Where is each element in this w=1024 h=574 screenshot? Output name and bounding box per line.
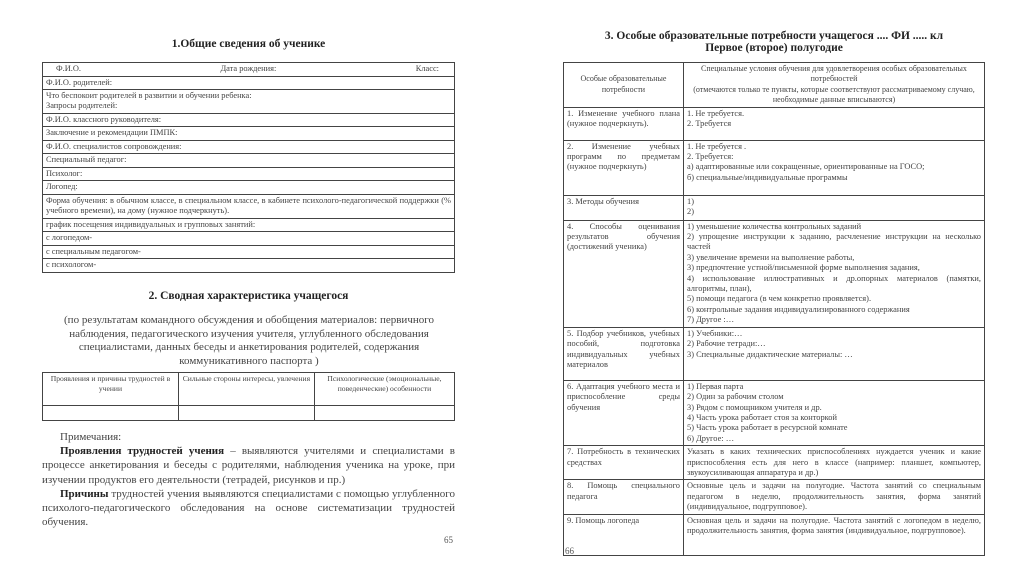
summary-table bbox=[42, 372, 455, 421]
note-2-term: Причины bbox=[60, 487, 109, 500]
header-psychological: Психологические (эмоциональные, поведенческие) особенности bbox=[314, 373, 454, 406]
student-name-row bbox=[43, 63, 455, 77]
note-1 bbox=[42, 444, 455, 487]
info-row: с психологом- bbox=[43, 259, 455, 273]
section3-title bbox=[560, 30, 988, 54]
need-cell: 2. Изменение учебных программ по предметам (нужное подчеркнуть) bbox=[564, 140, 684, 195]
first-row-field: Дата рождения: bbox=[220, 64, 277, 73]
first-row-field: Класс: bbox=[415, 64, 439, 73]
needs-row bbox=[564, 380, 985, 445]
info-row: с логопедом- bbox=[43, 232, 455, 246]
conditions-cell: 1) Учебники:… 2) Рабочие тетради:… 3) Специальные дидактические материалы: … bbox=[684, 327, 985, 380]
need-cell: 7. Потребность в технических средствах bbox=[564, 446, 684, 480]
info-row: график посещения индивидуальных и групповых занятий: bbox=[43, 218, 455, 232]
info-row: Специальный педагог: bbox=[43, 154, 455, 168]
conditions-cell: 1. Не требуется. 2. Требуется bbox=[684, 107, 985, 140]
needs-table bbox=[563, 62, 985, 556]
first-row-field: Ф.И.О. bbox=[56, 64, 81, 73]
note-2 bbox=[42, 487, 455, 530]
info-row: Форма обучения: в обычном классе, в специальном классе, в кабинете психолого-педагогической поддержки (% учебного времени), на дому (нужное подчеркнуть). bbox=[43, 194, 455, 218]
empty-cell bbox=[314, 406, 454, 421]
conditions-cell: 1) 2) bbox=[684, 195, 985, 220]
needs-row bbox=[564, 140, 985, 195]
notes-label: Примечания: bbox=[60, 431, 122, 443]
header-strengths: Сильные стороны интересы, увлечения bbox=[178, 373, 314, 406]
header-needs: Особые образовательные потребности bbox=[564, 63, 684, 108]
info-row: Ф.И.О. классного руководителя: bbox=[43, 113, 455, 127]
note-1-term: Проявления трудностей учения bbox=[60, 445, 225, 458]
needs-row bbox=[564, 327, 985, 380]
page-number: 66 bbox=[565, 546, 574, 556]
info-row: Что беспокоит родителей в развитии и обучении ребенка: Запросы родителей: bbox=[43, 90, 455, 114]
need-cell: 3. Методы обучения bbox=[564, 195, 684, 220]
conditions-cell: 1) уменьшение количества контрольных заданий 2) упрощение инструкции к заданию, расчленение инструкции на несколько частей 3) увеличение времени на выполнение работы, 3) предпочтение устной/письменной форме выполнения задания, 4) использование иллюстративных и др.опорных материалов (памятки, алгоритмы, план), 5) помощи педагога (в чем конкретно проявляется). 6) контрольные задания индивидуализированного содержания 7) Другое :… bbox=[684, 220, 985, 327]
section2-title: 2. Сводная характеристика учащегося bbox=[148, 290, 349, 302]
conditions-cell: 1) Первая парта 2) Один за рабочим столом 3) Рядом с помощником учителя и др. 4) Часть урока работает стоя за конторкой 5) Часть урока работает в ресурсной комнате 6) Другое: … bbox=[684, 380, 985, 445]
section1-title: 1.Общие сведения об ученике bbox=[171, 38, 326, 50]
empty-cell bbox=[43, 406, 179, 421]
notes bbox=[42, 430, 455, 529]
needs-row bbox=[564, 195, 985, 220]
header-conditions: Специальные условия обучения для удовлетворения особых образовательных потребностей (отмечаются только те пункты, которые соответствуют рассматриваемому случаю, необходимые данные вписываются) bbox=[684, 63, 985, 108]
empty-cell bbox=[178, 406, 314, 421]
info-row: Логопед: bbox=[43, 181, 455, 195]
conditions-cell: Основная цель и задачи на полугодие. Частота занятий с логопедом в неделю, продолжительность занятия, форма занятия (индивидуальное, подгрупповое). bbox=[684, 514, 985, 555]
need-cell: 5. Подбор учебников, учебных пособий, подготовка индивидуальных учебных материалов bbox=[564, 327, 684, 380]
info-row: Психолог: bbox=[43, 167, 455, 181]
conditions-cell: 1. Не требуется . 2. Требуется: а) адаптированные или сокращенные, ориентированные на ГОСО; б) специальные/индивидуальные программы bbox=[684, 140, 985, 195]
info-row: Ф.И.О. специалистов сопровождения: bbox=[43, 140, 455, 154]
needs-row bbox=[564, 220, 985, 327]
need-cell: 1. Изменение учебного плана (нужное подчеркнуть). bbox=[564, 107, 684, 140]
section2-subtitle: (по результатам командного обсуждения и обобщения материалов: первичного наблюдения, педагогического изучения учителя, углубленного обследования специалистами, данных беседы и анкетирования родителей, содержания коммуникативного паспорта ) bbox=[64, 314, 434, 367]
general-info-table bbox=[42, 62, 455, 273]
info-row: Ф.И.О. родителей: bbox=[43, 76, 455, 90]
info-row: Заключение и рекомендации ПМПК: bbox=[43, 127, 455, 141]
section3-title-line1: 3. Особые образовательные потребности учащегося .... ФИ ..... кл bbox=[604, 30, 944, 42]
note-2-text: трудностей учения выявляются специалистами с помощью углубленного психолого-педагогического обследования на основе систематизации трудностей обучения. bbox=[42, 487, 455, 529]
note-1-text: – выявляются учителями и специалистами в процессе анкетирования и беседы с родителями, наблюдения ученика на уроке, при изучении продуктов его деятельности (тетрадей, рисунков и пр.) bbox=[42, 445, 455, 486]
needs-row bbox=[564, 446, 985, 480]
need-cell: 9. Помощь логопеда bbox=[564, 514, 684, 555]
section3-title-line2: Первое (второе) полугодие bbox=[705, 42, 843, 54]
need-cell: 4. Способы оценивания результатов обучения (достижений ученика) bbox=[564, 220, 684, 327]
conditions-cell: Указать в каких технических приспособлениях нуждается ученик и какие приспособления есть для него в классе (например: планшет, компьютер, звукоусиливающая аппаратура и др.) bbox=[684, 446, 985, 480]
need-cell: 6. Адаптация учебного места и приспособление среды обучения bbox=[564, 380, 684, 445]
needs-row bbox=[564, 514, 985, 555]
header-difficulties: Проявления и причины трудностей в учении bbox=[43, 373, 179, 406]
page-number: 65 bbox=[444, 535, 453, 545]
need-cell: 8. Помощь специального педагога bbox=[564, 480, 684, 514]
conditions-cell: Основные цель и задачи на полугодие. Частота занятий со специальным педагогом в неделю, продолжительность занятия, форма занятий (индивидуальное, подгрупповое). bbox=[684, 480, 985, 514]
info-row: с специальным педагогом- bbox=[43, 245, 455, 259]
needs-row bbox=[564, 480, 985, 514]
needs-row bbox=[564, 107, 985, 140]
